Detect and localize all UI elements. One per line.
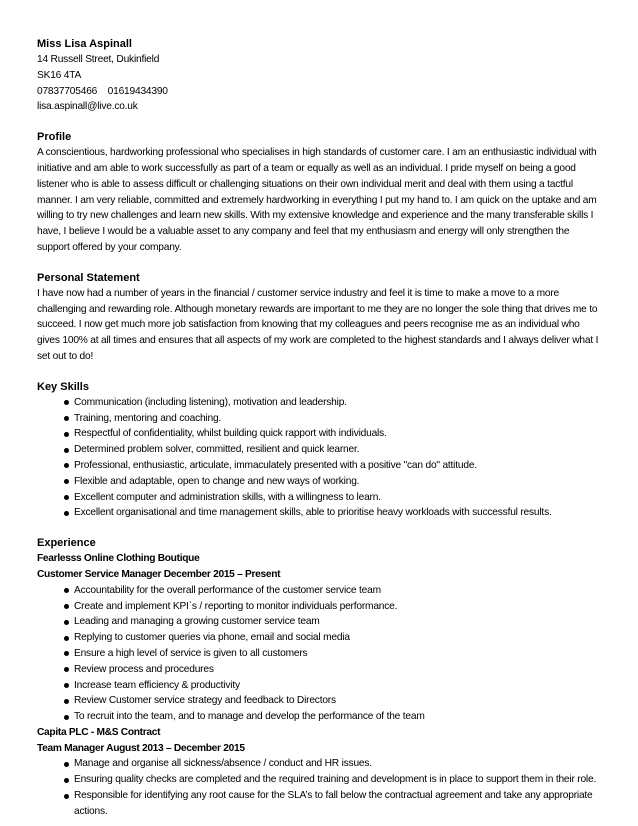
list-item: Excellent organisational and time management skills, able to prioritise heavy workloads with successful results. bbox=[37, 505, 601, 521]
list-item: Create and implement KPI`s / reporting to monitor individuals performance. bbox=[37, 599, 601, 615]
job-duties-list bbox=[37, 583, 601, 725]
key-skills-list bbox=[37, 395, 601, 521]
list-item: Manage and organise all sickness/absence / conduct and HR issues. bbox=[37, 756, 601, 772]
list-item: Communication (including listening), motivation and leadership. bbox=[37, 395, 601, 411]
list-item: Accountability for the overall performance of the customer service team bbox=[37, 583, 601, 599]
candidate-name: Miss Lisa Aspinall bbox=[37, 38, 132, 50]
company-name: Capita PLC - M&S Contract bbox=[37, 726, 161, 738]
experience-heading: Experience bbox=[37, 537, 96, 550]
contact-block bbox=[37, 36, 601, 115]
list-item: Replying to customer queries via phone, email and social media bbox=[37, 630, 601, 646]
profile-text: A conscientious, hardworking professional who specialises in high standards of customer care. I am an enthusiastic individual with initiative and am able to work successfully as part of a team or equally as well as an individual. I pride myself on being a good listener who is able to assess difficult or challenging situations on their own individual merit and deal with them using a tactful manner. I am very reliable, committed and extremely hardworking in everything I put my hand to. I am quick on the uptake and am willing to try new challenges and learn new skills. With my extensive knowledge and experience and the many transferable skills I have, I believe I would be a valuable asset to any company and feel that my enthusiasm and energy will only strengthen the support offered by your company. bbox=[37, 147, 597, 253]
list-item: Leading and managing a growing customer service team bbox=[37, 614, 601, 630]
job-duties-list bbox=[37, 756, 601, 819]
list-item: Ensuring quality checks are completed and the required training and development is in place to support them in their role. bbox=[37, 772, 601, 788]
list-item: Responsible for identifying any root cause for the SLA’s to fall below the contractual agreement and take any appropriate actions. bbox=[37, 788, 601, 820]
list-item: Respectful of confidentiality, whilst building quick rapport with individuals. bbox=[37, 426, 601, 442]
list-item: Professional, enthusiastic, articulate, immaculately presented with a positive "can do" attitude. bbox=[37, 458, 601, 474]
profile-heading: Profile bbox=[37, 131, 72, 144]
list-item: Determined problem solver, committed, resilient and quick learner. bbox=[37, 442, 601, 458]
company-name: Fearlesss Online Clothing Boutique bbox=[37, 553, 200, 565]
list-item: Increase team efficiency & productivity bbox=[37, 678, 601, 694]
phone-numbers: 07837705466 01619434390 bbox=[37, 85, 168, 97]
list-item: Flexible and adaptable, open to change and new ways of working. bbox=[37, 474, 601, 490]
personal-statement-text: I have now had a number of years in the financial / customer service industry and feel it is time to make a move to a more challenging and rewarding role. Although monetary rewards are important to me they are no longer the sole thing that drives me to succeed. I now get much more job satisfaction from knowing that my colleagues and peers recognise me as an individual who gives 100% at all times and ensures that all aspects of my work are completed to the highest standards and I always deliver what I set out to do! bbox=[37, 287, 599, 362]
list-item: To recruit into the team, and to manage and develop the performance of the team bbox=[37, 709, 601, 725]
list-item: Review process and procedures bbox=[37, 662, 601, 678]
personal-statement-heading: Personal Statement bbox=[37, 271, 140, 284]
job-role: Customer Service Manager December 2015 – Present bbox=[37, 568, 281, 580]
list-item: Excellent computer and administration skills, with a willingness to learn. bbox=[37, 490, 601, 506]
key-skills-heading: Key Skills bbox=[37, 380, 89, 393]
job-role: Team Manager August 2013 – December 2015 bbox=[37, 742, 245, 754]
address-postcode: SK16 4TA bbox=[37, 69, 82, 81]
email-address: lisa.aspinall@live.co.uk bbox=[37, 101, 138, 113]
address-street: 14 Russell Street, Dukinfield bbox=[37, 54, 160, 65]
job-entry bbox=[37, 725, 601, 820]
list-item: Training, mentoring and coaching. bbox=[37, 411, 601, 427]
list-item: Review Customer service strategy and feedback to Directors bbox=[37, 693, 601, 709]
list-item: Ensure a high level of service is given to all customers bbox=[37, 646, 601, 662]
cv-document bbox=[37, 36, 601, 820]
job-entry bbox=[37, 551, 601, 725]
